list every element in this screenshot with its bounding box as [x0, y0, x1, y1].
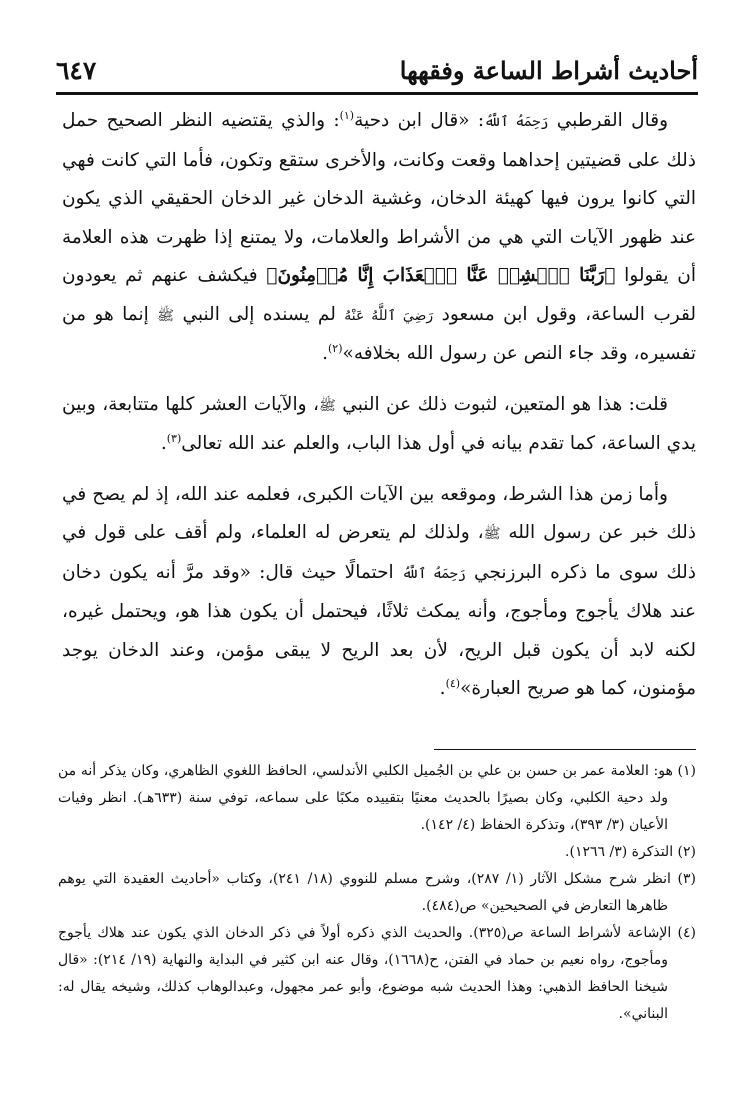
text-segment: : «قال ابن دحية — [354, 110, 485, 131]
text-segment: : والذي يقتضيه النظر الصحيح حمل ذلك على قضيتين إحداهما وقعت وكانت، والأخرى ستقع وتكون، فأما التي كانت فهي التي كانوا يرون فيها كهيئة الدخان، وغشية الدخان غير الدخان الحقيقي الذي يكون عند ظهور الآيات التي هي من الأشراط والعلامات، ولا يمتنع إذا ظهرت هذه العلامة أن يقولوا — [62, 110, 696, 286]
page-header — [56, 50, 698, 90]
footnote-reference: (٢) — [327, 341, 343, 355]
honorific-formula: رَحِمَهُ ٱللَّهُ — [484, 114, 549, 130]
honorific-formula: ﷺ — [483, 526, 501, 542]
main-text — [62, 102, 696, 709]
text-segment: ، ولذلك لم يتعرض له العلماء، ولم أقف على قول في ذلك سوى ما ذكره البرزنجي — [62, 522, 696, 583]
header-divider — [56, 92, 698, 95]
text-segment: إنما هو من تفسيره، وقد جاء النص عن رسول الله بخلافه» — [62, 303, 696, 364]
paragraph — [62, 102, 696, 374]
footnote-divider — [434, 749, 696, 750]
quran-quote: ﴿رَبَّنَا ٱكۡشِفۡ عَنَّا ٱلۡعَذَابَ إِنَّا مُؤۡمِنُونَ﴾ — [266, 265, 616, 286]
text-segment: فيكشف عنهم ثم يعودون لقرب الساعة، وقول ابن مسعود — [62, 265, 696, 325]
honorific-formula: ﷺ — [157, 307, 175, 324]
footnote-reference: (١) — [339, 108, 355, 122]
paragraph — [62, 386, 696, 464]
text-segment: احتمالًا حيث قال: «وقد مرَّ أنه يكون دخان عند هلاك يأجوج ومأجوج، وأنه يمكث ثلاثًا، فيحتمل أن يكون هذا هو، ويحتمل غيره، لكنه لابد أن يكون قبل الريح، لأن بعد الريح لا يبقى مؤمن، وعند الدخان يوجد مؤمنون، كما هو صريح العبارة» — [62, 561, 696, 699]
honorific-formula: رَضِيَ ٱللَّهُ عَنْهُ — [344, 307, 434, 324]
footnote-reference: (٣) — [166, 431, 182, 445]
text-segment: لم يسنده إلى النبي — [174, 303, 345, 325]
page-number: ٦٤٧ — [56, 55, 97, 85]
footnote: (٤) الإشاعة لأشراط الساعة ص(٣٢٥). والحديث الذي ذكره أولاً في ذكر الدخان الذي يكون عند هلاك يأجوج ومأجوج، رواه نعيم بن حماد في الفتن، ح(١٦٦٨)، وقال عنه ابن كثير في البداية والنهاية (١٩/ ٢١٤): «قال شيخنا الحافظ الذهبي: وهذا الحديث شبه موضوع، وأبو عمر مجهول، وعبدالوهاب كذلك، وشيخه يقال له: البناني». — [58, 925, 696, 1022]
text-segment: . — [322, 343, 328, 364]
text-segment: قلت: هذا هو المتعين، لثبوت ذلك عن النبي — [335, 393, 669, 415]
honorific-formula: رَحِمَهُ ٱللَّهُ — [401, 565, 466, 582]
footnote: (٣) انظر شرح مشكل الآثار (١/ ٢٨٧)، وشرح مسلم للنووي (١٨/ ٢٤١)، وكتاب «أحاديث العقيدة التي يوهم ظاهرها التعارض في الصحيحين» ص(٤٨٤). — [58, 871, 696, 914]
running-title: أحاديث أشراط الساعة وفقهها — [399, 55, 698, 85]
footnote-reference: (٤) — [445, 676, 461, 690]
footnotes — [58, 758, 696, 1028]
footnote: (٢) التذكرة (٣/ ١٢٦٦). — [565, 844, 696, 860]
text-segment: وقال القرطبي — [548, 110, 668, 131]
paragraph — [62, 476, 696, 709]
text-segment: . — [160, 433, 167, 454]
footnote: (١) هو: العلامة عمر بن حسن بن علي بن الجُميل الكلبي الأندلسي، الحافظ اللغوي الظاهري، وكان يذكر أنه من ولد دحية الكلبي، وكان بصيرًا بالحديث معنيًا بتقييده مكبًا على سماعه، توفي سنة (٦٣٣هـ). انظر وفيات الأعيان (٣/ ٣٩٣)، وتذكرة الحفاظ (٤/ ١٤٢). — [58, 763, 696, 833]
text-segment: . — [439, 678, 446, 699]
text-segment: ، والآيات العشر كلها متتابعة، وبين يدي الساعة، كما تقدم بيانه في أول هذا الباب، والعلم عند الله تعالى — [62, 393, 696, 454]
text-segment: وأما زمن هذا الشرط، وموقعه بين الآيات الكبرى، فعلمه عند الله، إذ لم يصح في ذلك خبر عن رسول الله — [62, 483, 696, 543]
honorific-formula: ﷺ — [318, 397, 336, 414]
